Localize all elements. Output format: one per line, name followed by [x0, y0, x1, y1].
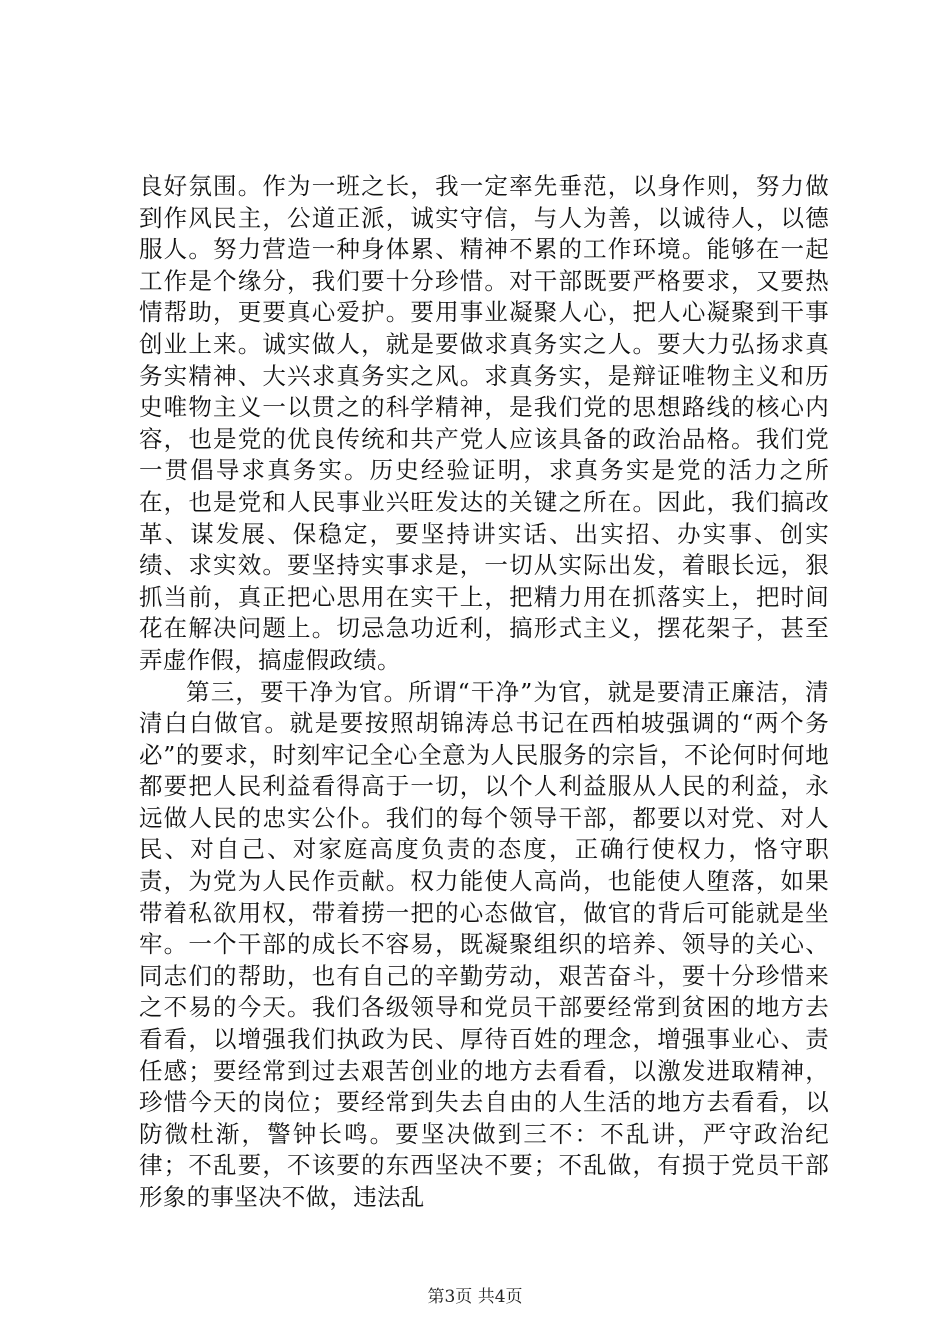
- page-number-label: 第3页 共4页: [427, 1287, 523, 1307]
- paragraph-2: 第三，要干净为官。所谓“干净”为官，就是要清正廉洁，清清白白做官。就是要按照胡锦涛总书记在西柏坡强调的“两个务必”的要求，时刻牢记全心全意为人民服务的宗旨，不论何时何地都要把人民利益看得高于一切，以个人利益服从人民的利益，永远做人民的忠实公仆。我们的每个领导干部，都要以对党、对人民、对自己、对家庭高度负责的态度，正确行使权力，恪守职责，为党为人民作贡献。权力能使人高尚，也能使人堕落，如果带着私欲用权，带着捞一把的心态做官，做官的背后可能就是坐牢。一个干部的成长不容易，既凝聚组织的培养、领导的关心、同志们的帮助，也有自己的辛勤劳动，艰苦奋斗，要十分珍惜来之不易的今天。我们各级领导和党员干部要经常到贫困的地方去看看，以增强我们执政为民、厚待百姓的理念，增强事业心、责任感；要经常到过去艰苦创业的地方去看看，以激发进取精神，珍惜今天的岗位；要经常到失去自由的人生活的地方去看看，以防微杜渐，警钟长鸣。要坚决做到三不：不乱讲，严守政治纪律；不乱要，不该要的东西坚决不要；不乱做，有损于党员干部形象的事坚决不做，违法乱: [139, 677, 829, 1211]
- body-text: [139, 171, 829, 1214]
- paragraph-1: 良好氛围。作为一班之长，我一定率先垂范，以身作则，努力做到作风民主，公道正派，诚实守信，与人为善，以诚待人，以德服人。努力营造一种身体累、精神不累的工作环境。能够在一起工作是个缘分，我们要十分珍惜。对干部既要严格要求，又要热情帮助，更要真心爱护。要用事业凝聚人心，把人心凝聚到干事创业上来。诚实做人，就是要做求真务实之人。要大力弘扬求真务实精神、大兴求真务实之风。求真务实，是辩证唯物主义和历史唯物主义一以贯之的科学精神，是我们党的思想路线的核心内容，也是党的优良传统和共产党人应该具备的政治品格。我们党一贯倡导求真务实。历史经验证明，求真务实是党的活力之所在，也是党和人民事业兴旺发达的关键之所在。因此，我们搞改革、谋发展、保稳定，要坚持讲实话、出实招、办实事、创实绩、求实效。要坚持实事求是，一切从实际出发，着眼长远，狠抓当前，真正把心思用在实干上，把精力用在抓落实上，把时间花在解决问题上。切忌急功近利，搞形式主义，摆花架子，甚至弄虚作假，搞虚假政绩。: [139, 172, 829, 674]
- page-footer: [0, 1287, 950, 1307]
